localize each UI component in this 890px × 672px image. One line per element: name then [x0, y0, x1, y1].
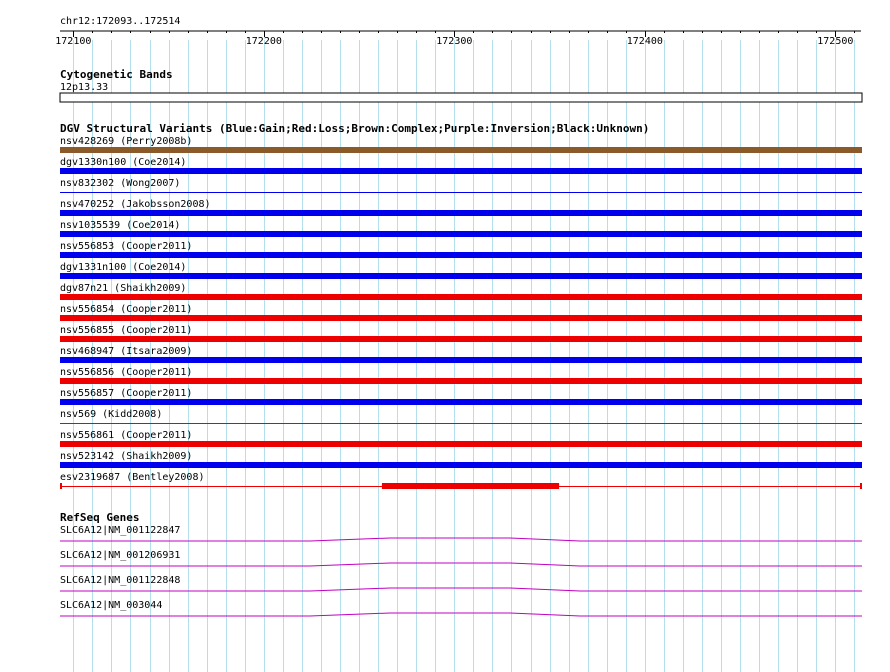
- dgv-variant-thick-block[interactable]: [382, 483, 559, 489]
- cytoband-label: 12p13.33: [60, 82, 109, 93]
- dgv-variant-bar[interactable]: [60, 441, 862, 447]
- dgv-variant-label: dgv1331n100 (Coe2014): [60, 262, 187, 273]
- refseq-title: RefSeq Genes: [60, 511, 140, 524]
- refseq-gene-line[interactable]: [60, 613, 862, 616]
- dgv-variant-label: nsv556854 (Cooper2011): [60, 304, 193, 315]
- ruler-tick-label: 172500: [817, 36, 854, 47]
- dgv-variant-row[interactable]: [60, 388, 862, 405]
- ruler-location: chr12:172093..172514: [60, 16, 181, 27]
- dgv-variant-label: nsv1035539 (Coe2014): [60, 220, 181, 231]
- dgv-variant-row[interactable]: [60, 178, 862, 193]
- refseq-gene-row[interactable]: [60, 575, 862, 591]
- dgv-variant-bar[interactable]: [60, 231, 862, 237]
- dgv-variant-label: nsv556857 (Cooper2011): [60, 388, 193, 399]
- refseq-gene-label: SLC6A12|NM_003044: [60, 600, 163, 611]
- dgv-variant-row[interactable]: [60, 325, 862, 342]
- dgv-variant-rows: [60, 136, 862, 489]
- dgv-variant-bar[interactable]: [60, 462, 862, 468]
- dgv-variant-bar[interactable]: [60, 168, 862, 174]
- cytoband-title: Cytogenetic Bands: [60, 68, 173, 81]
- ruler-ticks: [55, 31, 854, 47]
- dgv-title: DGV Structural Variants (Blue:Gain;Red:Loss;Brown:Complex;Purple:Inversion;Black:Unknown): [60, 122, 650, 135]
- refseq-gene-row[interactable]: [60, 600, 862, 616]
- dgv-variant-bar[interactable]: [60, 399, 862, 405]
- dgv-variant-row[interactable]: [60, 220, 862, 237]
- refseq-gene-line[interactable]: [60, 538, 862, 541]
- dgv-variant-label: nsv470252 (Jakobsson2008): [60, 199, 211, 210]
- dgv-variant-label: nsv556853 (Cooper2011): [60, 241, 193, 252]
- dgv-variant-row[interactable]: [60, 241, 862, 258]
- dgv-variant-bar[interactable]: [60, 336, 862, 342]
- dgv-variant-bar[interactable]: [60, 252, 862, 258]
- refseq-track: [60, 511, 862, 616]
- refseq-gene-line[interactable]: [60, 588, 862, 591]
- refseq-gene-label: SLC6A12|NM_001122848: [60, 575, 181, 586]
- dgv-variant-bar[interactable]: [60, 210, 862, 216]
- dgv-variant-row[interactable]: [60, 472, 862, 489]
- dgv-variant-bar[interactable]: [60, 357, 862, 363]
- refseq-gene-row[interactable]: [60, 525, 862, 541]
- dgv-variant-label: nsv569 (Kidd2008): [60, 409, 163, 420]
- dgv-variant-label: esv2319687 (Bentley2008): [60, 472, 205, 483]
- refseq-gene-label: SLC6A12|NM_001206931: [60, 550, 181, 561]
- ruler-tick-label: 172300: [436, 36, 473, 47]
- cytoband-track: [60, 68, 862, 102]
- dgv-variant-label: nsv556856 (Cooper2011): [60, 367, 193, 378]
- dgv-variant-bar[interactable]: [60, 273, 862, 279]
- dgv-variant-bar[interactable]: [60, 147, 862, 153]
- dgv-variant-row[interactable]: [60, 346, 862, 363]
- dgv-variant-row[interactable]: [60, 409, 862, 424]
- dgv-variant-end-right: [860, 483, 862, 489]
- ruler-tick-label: 172200: [245, 36, 282, 47]
- dgv-variant-label: nsv523142 (Shaikh2009): [60, 451, 193, 462]
- ruler-tick-label: 172100: [55, 36, 92, 47]
- refseq-gene-label: SLC6A12|NM_001122847: [60, 525, 181, 536]
- dgv-variant-bar[interactable]: [60, 294, 862, 300]
- dgv-variant-label: dgv87n21 (Shaikh2009): [60, 283, 187, 294]
- dgv-variant-row[interactable]: [60, 367, 862, 384]
- dgv-variant-row[interactable]: [60, 430, 862, 447]
- dgv-variant-row[interactable]: [60, 157, 862, 174]
- dgv-variant-label: nsv468947 (Itsara2009): [60, 346, 193, 357]
- dgv-track: [60, 122, 862, 489]
- dgv-variant-label: nsv556861 (Cooper2011): [60, 430, 193, 441]
- refseq-gene-row[interactable]: [60, 550, 862, 566]
- dgv-variant-label: nsv556855 (Cooper2011): [60, 325, 193, 336]
- dgv-variant-label: dgv1330n100 (Coe2014): [60, 157, 187, 168]
- dgv-variant-row[interactable]: [60, 304, 862, 321]
- dgv-variant-label: nsv832302 (Wong2007): [60, 178, 181, 189]
- dgv-variant-row[interactable]: [60, 199, 862, 216]
- dgv-variant-row[interactable]: [60, 283, 862, 300]
- dgv-variant-row[interactable]: [60, 262, 862, 279]
- dgv-variant-bar[interactable]: [60, 315, 862, 321]
- dgv-variant-end-left: [60, 483, 62, 489]
- dgv-variant-bar[interactable]: [60, 378, 862, 384]
- dgv-variant-label: nsv428269 (Perry2008b): [60, 136, 193, 147]
- refseq-gene-line[interactable]: [60, 563, 862, 566]
- ruler-tick-label: 172400: [626, 36, 663, 47]
- cytoband-bar[interactable]: [60, 93, 862, 102]
- dgv-variant-row[interactable]: [60, 136, 862, 153]
- refseq-gene-rows: [60, 525, 862, 616]
- dgv-variant-row[interactable]: [60, 451, 862, 468]
